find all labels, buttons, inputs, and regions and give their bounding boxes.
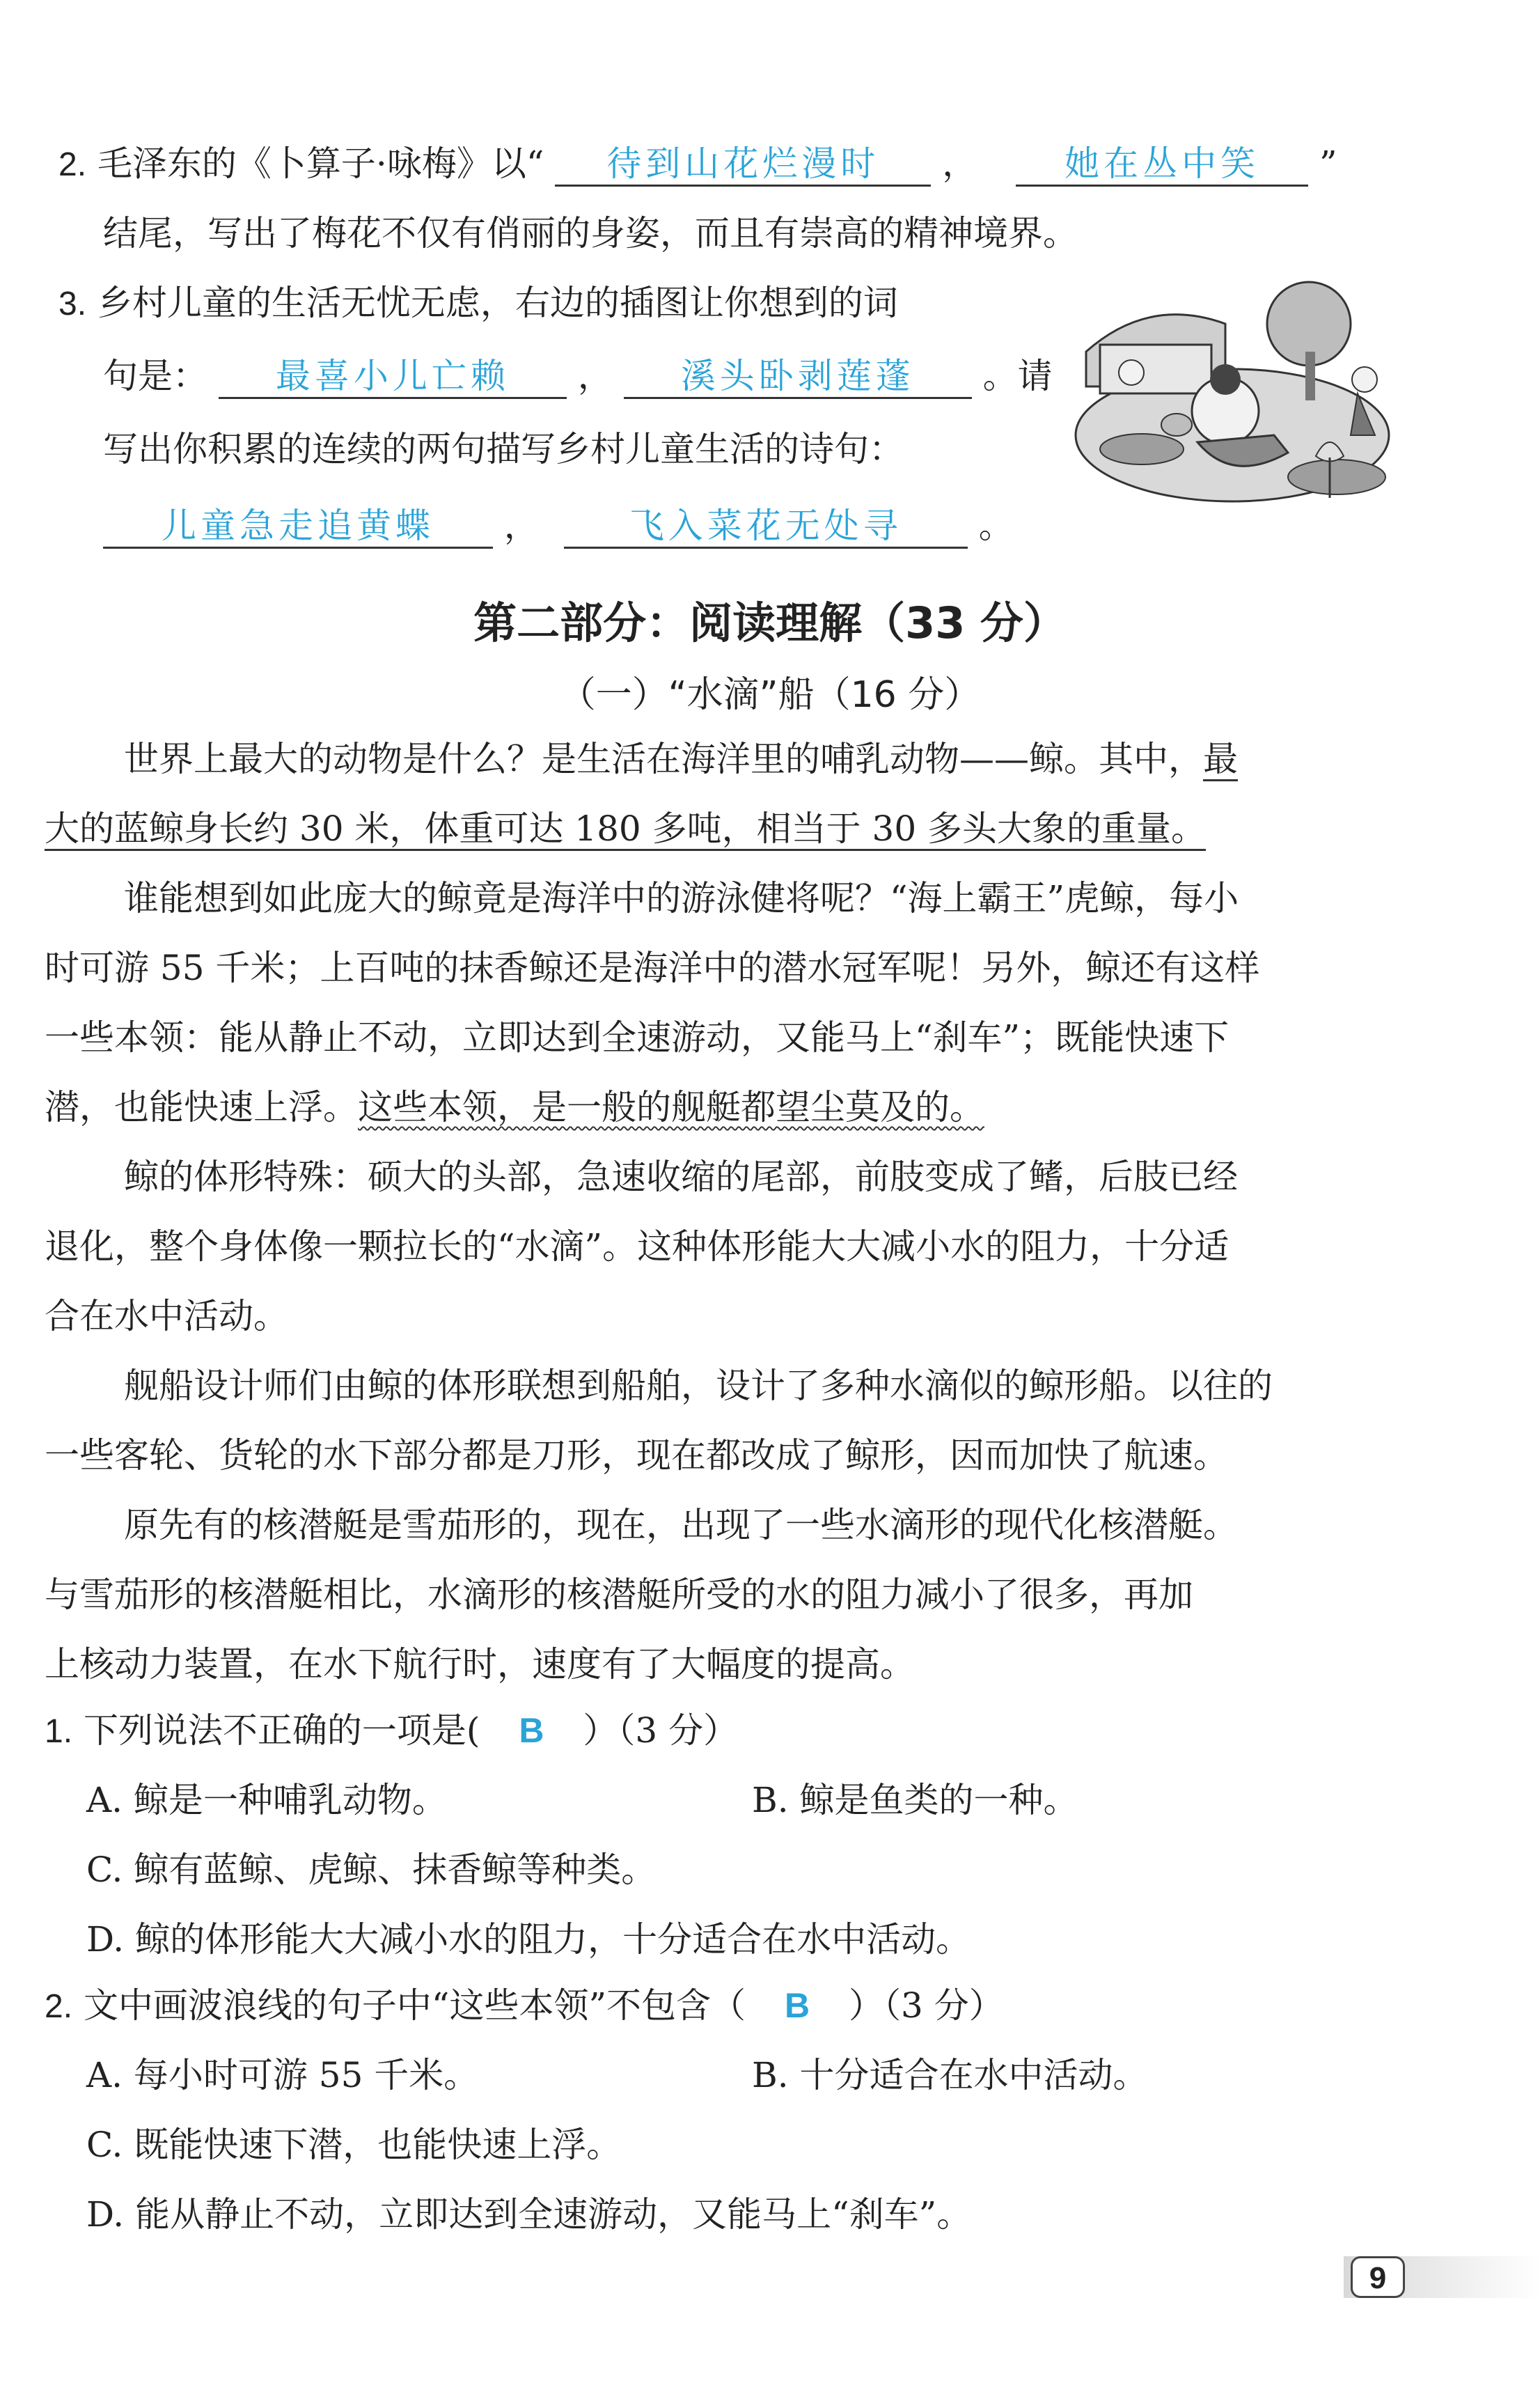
option-b: B. 鲸是鱼类的一种。 [752, 1780, 1078, 1820]
option-a: A. 鲸是一种哺乳动物。 [86, 1780, 447, 1820]
passage-line: 谁能想到如此庞大的鲸竟是海洋中的游泳健将呢？“海上霸王”虎鲸，每小 [124, 878, 1239, 919]
option-c: C. 鲸有蓝鲸、虎鲸、抹香鲸等种类。 [86, 1850, 657, 1890]
fill-q3-line1 [58, 282, 898, 325]
question-text: ）（3 分） [583, 1710, 739, 1751]
answer-blank[interactable] [564, 505, 968, 549]
question-text: 乡村儿童的生活无忧无虑，右边的插图让你想到的词 [97, 283, 898, 323]
passage-line [45, 808, 1206, 850]
answer-blank[interactable] [219, 355, 567, 399]
illustration-children [1065, 275, 1392, 512]
handwritten-answer: 待到山花烂漫时 [606, 143, 880, 184]
option-b: B. 十分适合在水中活动。 [752, 2055, 1148, 2095]
passage-text: 世界上最大的动物是什么？是生活在海洋里的哺乳动物——鲸。其中， [124, 739, 1203, 779]
section-subtitle: （一）“水滴”船（16 分） [559, 674, 981, 716]
handwritten-answer: 儿童急走追黄蝶 [162, 506, 434, 546]
mc-question-1 [45, 1710, 738, 1752]
question-number: 2. [58, 146, 87, 183]
passage-line: 一些客轮、货轮的水下部分都是刀形，现在都改成了鲸形，因而加快了航速。 [45, 1435, 1228, 1476]
punctuation: ， [942, 143, 977, 184]
question-text: 句是： [103, 356, 207, 396]
punctuation: ， [577, 356, 613, 396]
punctuation: ” [1319, 143, 1337, 184]
option-c: C. 既能快速下潜，也能快速上浮。 [86, 2125, 622, 2165]
passage-line: 原先有的核潜艇是雪茄形的，现在，出现了一些水滴形的现代化核潜艇。 [124, 1505, 1238, 1545]
answer-blank[interactable] [1016, 143, 1308, 187]
choice-answer[interactable]: B [519, 1711, 544, 1750]
passage-line: 鲸的体形特殊：硕大的头部，急速收缩的尾部，前肢变成了鳍，后肢已经 [124, 1157, 1238, 1197]
passage-line: 上核动力装置，在水下航行时，速度有了大幅度的提高。 [45, 1644, 915, 1684]
option-d: D. 能从静止不动，立即达到全速游动，又能马上“刹车”。 [86, 2194, 972, 2235]
handwritten-answer: 最喜小儿亡赖 [275, 356, 510, 396]
punctuation: 。 [978, 506, 1014, 546]
question-text: 毛泽东的《卜算子·咏梅》以“ [97, 143, 544, 184]
question-number: 1. [45, 1713, 73, 1750]
passage-line [124, 738, 1238, 780]
question-text: ）（3 分） [848, 1985, 1004, 2026]
punctuation: ， [503, 506, 539, 546]
passage-line: 舰船设计师们由鲸的体形联想到船舶，设计了多种水滴似的鲸形船。以往的 [124, 1366, 1273, 1406]
passage-line: 与雪茄形的核潜艇相比，水滴形的核潜艇所受的水的阻力减小了很多，再加 [45, 1574, 1193, 1615]
question-text: 文中画波浪线的句子中“这些本领”不包含（ [83, 1985, 746, 2026]
mc-question-2 [45, 1985, 1004, 2027]
passage-line: 合在水中活动。 [45, 1296, 288, 1336]
question-number: 2. [45, 1988, 73, 2025]
fill-q3-line2 [103, 355, 1053, 399]
page-number: 9 [1351, 2256, 1405, 2298]
handwritten-answer: 她在丛中笑 [1064, 143, 1260, 184]
passage-text: 潜，也能快速上浮。 [45, 1087, 358, 1127]
question-text: 下列说法不正确的一项是( [83, 1710, 480, 1751]
passage-line: 一些本领：能从静止不动，立即达到全速游动，又能马上“刹车”；既能快速下 [45, 1017, 1229, 1058]
handwritten-answer: 溪头卧剥莲蓬 [680, 356, 915, 396]
fill-q3-line4 [103, 505, 1014, 549]
choice-answer[interactable]: B [784, 1986, 810, 2025]
fill-q3-line3: 写出你积累的连续的两句描写乡村儿童生活的诗句： [103, 429, 904, 469]
option-a: A. 每小时可游 55 千米。 [86, 2055, 479, 2095]
answer-blank[interactable] [555, 143, 931, 187]
passage-line: 退化，整个身体像一颗拉长的“水滴”。这种体形能大大减小水的阻力，十分适 [45, 1226, 1229, 1267]
passage-line [45, 1086, 984, 1128]
wavy-underlined-sentence: 这些本领，是一般的舰艇都望尘莫及的。 [358, 1087, 984, 1127]
question-number: 3. [58, 286, 87, 322]
answer-blank[interactable] [103, 505, 493, 549]
handwritten-answer: 飞入菜花无处寻 [629, 506, 902, 546]
section-title: 第二部分：阅读理解（33 分） [473, 597, 1067, 648]
underlined-sentence: 大的蓝鲸身长约 30 米，体重可达 180 多吨，相当于 30 多头大象的重量。 [45, 808, 1206, 851]
answer-blank[interactable] [624, 355, 972, 399]
underlined-sentence: 最 [1203, 739, 1238, 781]
fill-q2-line1 [58, 143, 1337, 187]
option-d: D. 鲸的体形能大大减小水的阻力，十分适合在水中活动。 [86, 1919, 971, 1960]
question-text: 。请 [982, 356, 1053, 396]
passage-line: 时可游 55 千米；上百吨的抹香鲸还是海洋中的潜水冠军呢！另外，鲸还有这样 [45, 948, 1260, 988]
fill-q2-line2: 结尾，写出了梅花不仅有俏丽的身姿，而且有崇高的精神境界。 [103, 213, 1078, 253]
